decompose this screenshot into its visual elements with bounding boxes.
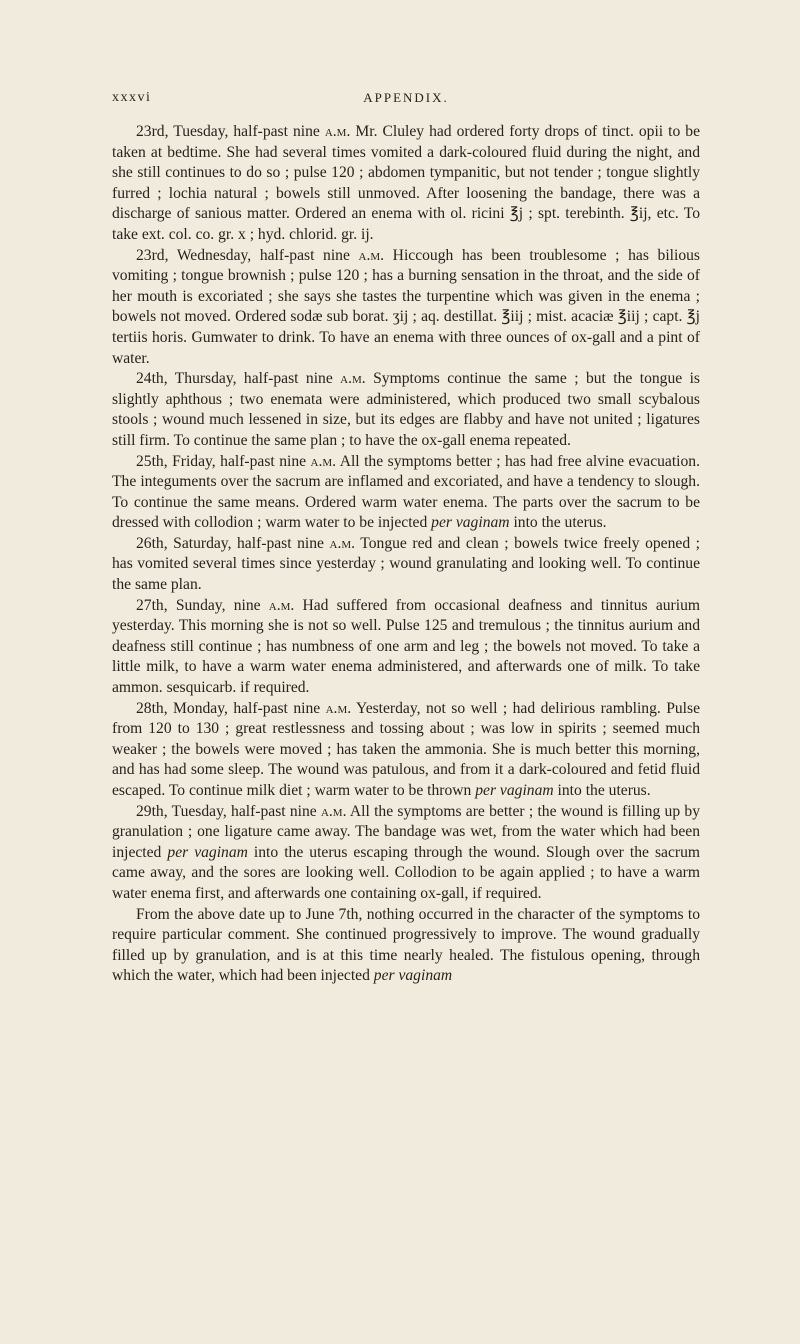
text-run: into the uterus. — [553, 782, 651, 799]
text-run: 24th, Thursday, half-past nine — [136, 370, 341, 388]
text-run: All the symptoms better ; has had free alvine evacuation. The integuments over the sacrum are inflamed and excoriated, and have a tendency to slough. To continue the same means. Ordered warm water enema. The parts over the sacrum to be dressed with collodion ; warm water to be injected — [112, 452, 700, 532]
text-run: Had suffered from occasional deafness and tinnitus aurium yesterday. This morning she is not so well. Pulse 125 and tremulous ; the tinnitus aurium and deafness still continue ; has numbness of one arm and leg ; the bowels not moved. To take a little milk, to have a warm water enema administered, and afterwards one of milk. To take ammon. sesquicarb. if required. — [112, 596, 701, 697]
italic-phrase: per vaginam — [431, 514, 510, 532]
paragraph-p25th — [112, 452, 700, 534]
paragraph-p26th — [112, 534, 700, 596]
paragraph-p28th — [112, 699, 700, 802]
time-marker: a.m. — [310, 452, 337, 470]
text-run: 23rd, Tuesday, half-past nine — [136, 123, 325, 140]
paragraph-p23rd-tue — [112, 122, 700, 246]
text-run: All the symptoms are better ; the wound is filling up by granulation ; one ligature came away. The bandage was wet, from the water which had been injected — [112, 802, 700, 861]
text-run: 27th, Sunday, nine — [136, 596, 269, 614]
time-marker: a.m. — [324, 123, 351, 140]
time-marker: a.m. — [329, 534, 356, 552]
text-run: 25th, Friday, half-past nine — [136, 452, 311, 470]
paragraph-p23rd-wed — [112, 246, 700, 370]
italic-phrase: per vaginam — [373, 967, 453, 985]
time-marker: a.m. — [320, 802, 347, 820]
paragraph-p24th — [112, 369, 700, 451]
text-run: into the uterus. — [509, 514, 607, 532]
paragraph-p27th — [112, 596, 700, 699]
text-run: Tongue red and clean ; bowels twice freely opened ; has vomited several times since yesterday ; wound granulating and looking well. To continue the same plan. — [112, 534, 700, 594]
text-run: 26th, Saturday, half-past nine — [136, 534, 330, 552]
italic-phrase: per vaginam — [475, 782, 554, 799]
text-run: into the uterus escaping through the wound. Slough over the sacrum came away, and the sores are looking well. Collodion to be again applied ; to have a warm water enema first, and afterwards one containing ox-gall, if required. — [112, 843, 700, 902]
page-header — [112, 90, 700, 110]
italic-phrase: per vaginam — [167, 843, 248, 861]
text-run: Yesterday, not so well ; had delirious rambling. Pulse from 120 to 130 ; great restlessness and tossing about ; was low in spirits ; seemed much weaker ; the bowels were moved ; has taken the ammonia. She is much better this morning, and has had some sleep. The wound was patulous, and from it a dark-coloured and fetid fluid escaped. To continue milk diet ; warm water to be thrown — [112, 699, 701, 799]
text-run: Symptoms continue the same ; but the tongue is slightly aphthous ; two enemata were administered, which produced two small scybalous stools ; wound much lessened in size, but its edges are flabby and have not united ; ligatures still firm. To continue the same plan ; to have the ox-gall enema repeated. — [112, 370, 700, 449]
text-run: 28th, Monday, half-past nine — [136, 699, 326, 717]
text-run: Mr. Cluley had ordered forty drops of tinct. opii to be taken at bedtime. She had several times vomited a dark-coloured fluid during the night, and she still continues to do so ; pulse 120 ; abdomen tympanitic, but not tender ; tongue slightly furred ; lochia natural ; bowels still unmoved. After loosening the bandage, there was a discharge of sanious matter. Ordered an enema with ol. ricini ℥j ; spt. terebinth. ℥ij, etc. To take ext. col. co. gr. x ; hyd. chlorid. gr. ij. — [112, 123, 700, 243]
time-marker: a.m. — [268, 596, 295, 614]
text-run: 23rd, Wednesday, half-past nine — [136, 246, 359, 264]
text-run: Hiccough has been troublesome ; has bilious vomiting ; tongue brownish ; pulse 120 ; has a burning sensation in the throat, and the side of her mouth is excoriated ; she says she tastes the turpentine which was given in the enema ; bowels not moved. Ordered sodæ sub borat. ʒij ; aq. destillat. ℥iij ; mist. acaciæ ℥iij ; capt. ℥j tertiis horis. Gumwater to drink. To have an enema with three ounces of ox-gall and a pint of water. — [112, 246, 700, 367]
paragraph-p29th — [112, 802, 700, 905]
body-text — [112, 122, 700, 987]
time-marker: a.m. — [340, 370, 366, 388]
time-marker: a.m. — [358, 246, 385, 264]
running-head: APPENDIX. — [363, 90, 449, 105]
page-number: xxxvi — [112, 90, 152, 105]
text-run: From the above date up to June 7th, nothing occurred in the character of the symptoms to require particular comment. She continued progressively to improve. The wound gradually filled up by granulation, and is at this time nearly healed. The fistulous opening, through which the water, which had been injected — [112, 905, 700, 985]
paragraph-p-june — [112, 905, 700, 987]
text-run: 29th, Tuesday, half-past nine — [136, 802, 321, 820]
time-marker: a.m. — [325, 699, 352, 717]
